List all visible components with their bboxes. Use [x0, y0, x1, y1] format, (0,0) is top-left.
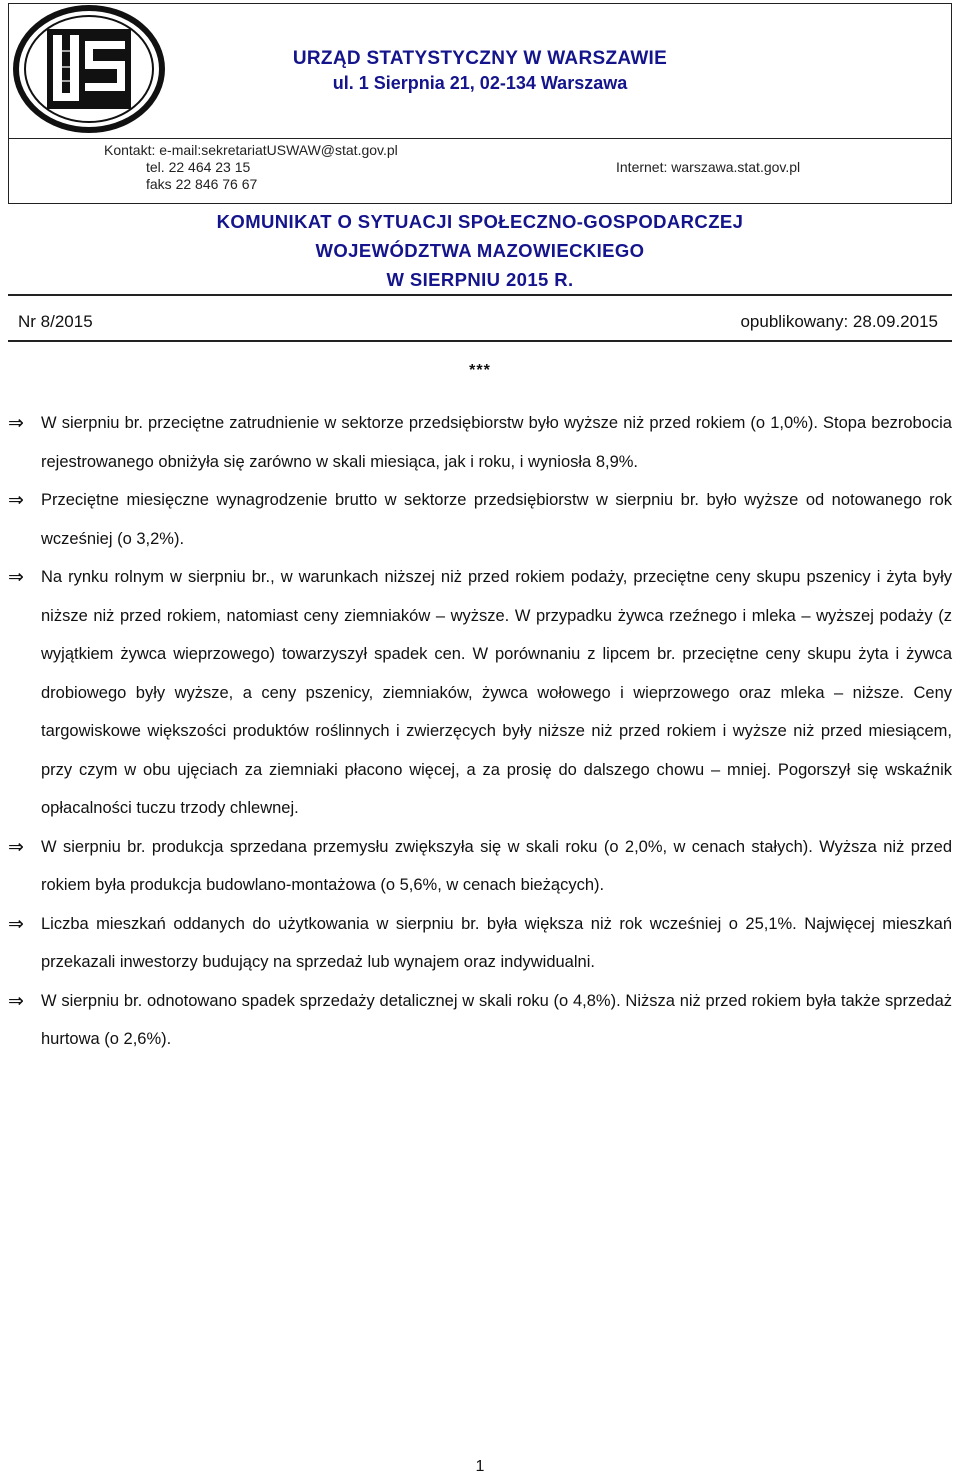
double-right-arrow-icon: ⇒	[8, 489, 24, 511]
summary-item	[8, 828, 952, 905]
report-title-line-2: WOJEWÓDZTWA MAZOWIECKIEGO	[315, 240, 645, 261]
summary-text: Na rynku rolnym w sierpniu br., w warunkach niższej niż przed rokiem podaży, przeciętne ceny skupu pszenicy i żyta były niższe niż przed rokiem, natomiast ceny ziemniaków – wyższe. W przypadku żywca rzeźnego i mleka – wyższej podaży (z wyjątkiem żywca wieprzowego) towarzyszył spadek cen. W porównaniu z lipcem br. przeciętne ceny skupu żyta i żywca drobiowego były wyższe, a ceny pszenicy, ziemniaków, żywca wołowego i wieprzowego oraz mleka – niższe. Ceny targowiskowe większości produktów roślinnych i zwierzęcych były niższe niż przed rokiem i wyższe niż przed miesiącem, przy czym w obu ujęciach za ziemniaki płacono więcej, a za prosię do dalszego chowu – mniej. Pogorszył się wskaźnik opłacalności tuczu trzody chlewnej.	[41, 568, 952, 817]
double-right-arrow-icon: ⇒	[8, 912, 24, 935]
contact-block	[104, 142, 398, 193]
issue-number: Nr 8/2015	[18, 312, 93, 331]
contact-email: Kontakt: e-mail:sekretariatUSWAW@stat.gov.pl	[104, 142, 398, 158]
summary-text: W sierpniu br. przeciętne zatrudnienie w sektorze przedsiębiorstw było wyższe niż przed rokiem (o 1,0%). Stopa bezrobocia rejestrowanego obniżyła się zarówno w skali miesiąca, jak i roku, i wyniosła 8,9%.	[41, 414, 952, 471]
summary-item	[8, 481, 952, 558]
summary-item	[8, 558, 952, 828]
summary-text: W sierpniu br. odnotowano spadek sprzedaży detalicznej w skali roku (o 4,8%). Niższa niż przed rokiem była także sprzedaż hurtowa (o 2,6%).	[41, 991, 952, 1048]
letterhead-divider	[9, 138, 951, 139]
double-right-arrow-icon: ⇒	[8, 835, 24, 858]
contact-fax: faks 22 846 76 67	[146, 176, 258, 192]
ustat-logo	[13, 5, 165, 133]
contact-internet: Internet: warszawa.stat.gov.pl	[616, 159, 801, 175]
summary-item	[8, 404, 952, 481]
double-right-arrow-icon: ⇒	[8, 412, 24, 434]
publication-date: opublikowany: 28.09.2015	[740, 312, 938, 331]
summary-item	[8, 982, 952, 1059]
org-address: ul. 1 Sierpnia 21, 02-134 Warszawa	[332, 73, 628, 93]
summary-text: Przeciętne miesięczne wynagrodzenie brutto w sektorze przedsiębiorstw w sierpniu br. było wyższe od notowanego rok wcześniej (o 3,2%).	[41, 491, 952, 548]
section-separator: ***	[469, 362, 491, 379]
summary-text: Liczba mieszkań oddanych do użytkowania w sierpniu br. była większa niż rok wcześniej o 25,1%. Najwięcej mieszkań przekazali inwestorzy budujący na sprzedaż lub wynajem oraz indywidualni.	[41, 914, 952, 971]
contact-phone: tel. 22 464 23 15	[146, 159, 251, 175]
org-name: URZĄD STATYSTYCZNY W WARSZAWIE	[292, 48, 668, 69]
double-right-arrow-icon: ⇒	[8, 989, 24, 1012]
report-title-line-1: KOMUNIKAT O SYTUACJI SPOŁECZNO-GOSPODARCZEJ	[216, 211, 744, 232]
summary-list	[8, 404, 952, 1059]
page-number: 1	[475, 1458, 485, 1475]
summary-text: W sierpniu br. produkcja sprzedana przemysłu zwiększyła się w skali roku (o 2,0%, w cenach stałych). Wyższa niż przed rokiem była produkcja budowlano-montażowa (o 5,6%, w cenach bieżących).	[41, 837, 952, 894]
issue-rule-bottom	[8, 340, 952, 342]
summary-item	[8, 905, 952, 982]
issue-rule-top	[8, 294, 952, 296]
report-title-line-3: W SIERPNIU 2015 R.	[386, 269, 574, 290]
double-right-arrow-icon: ⇒	[8, 566, 24, 588]
